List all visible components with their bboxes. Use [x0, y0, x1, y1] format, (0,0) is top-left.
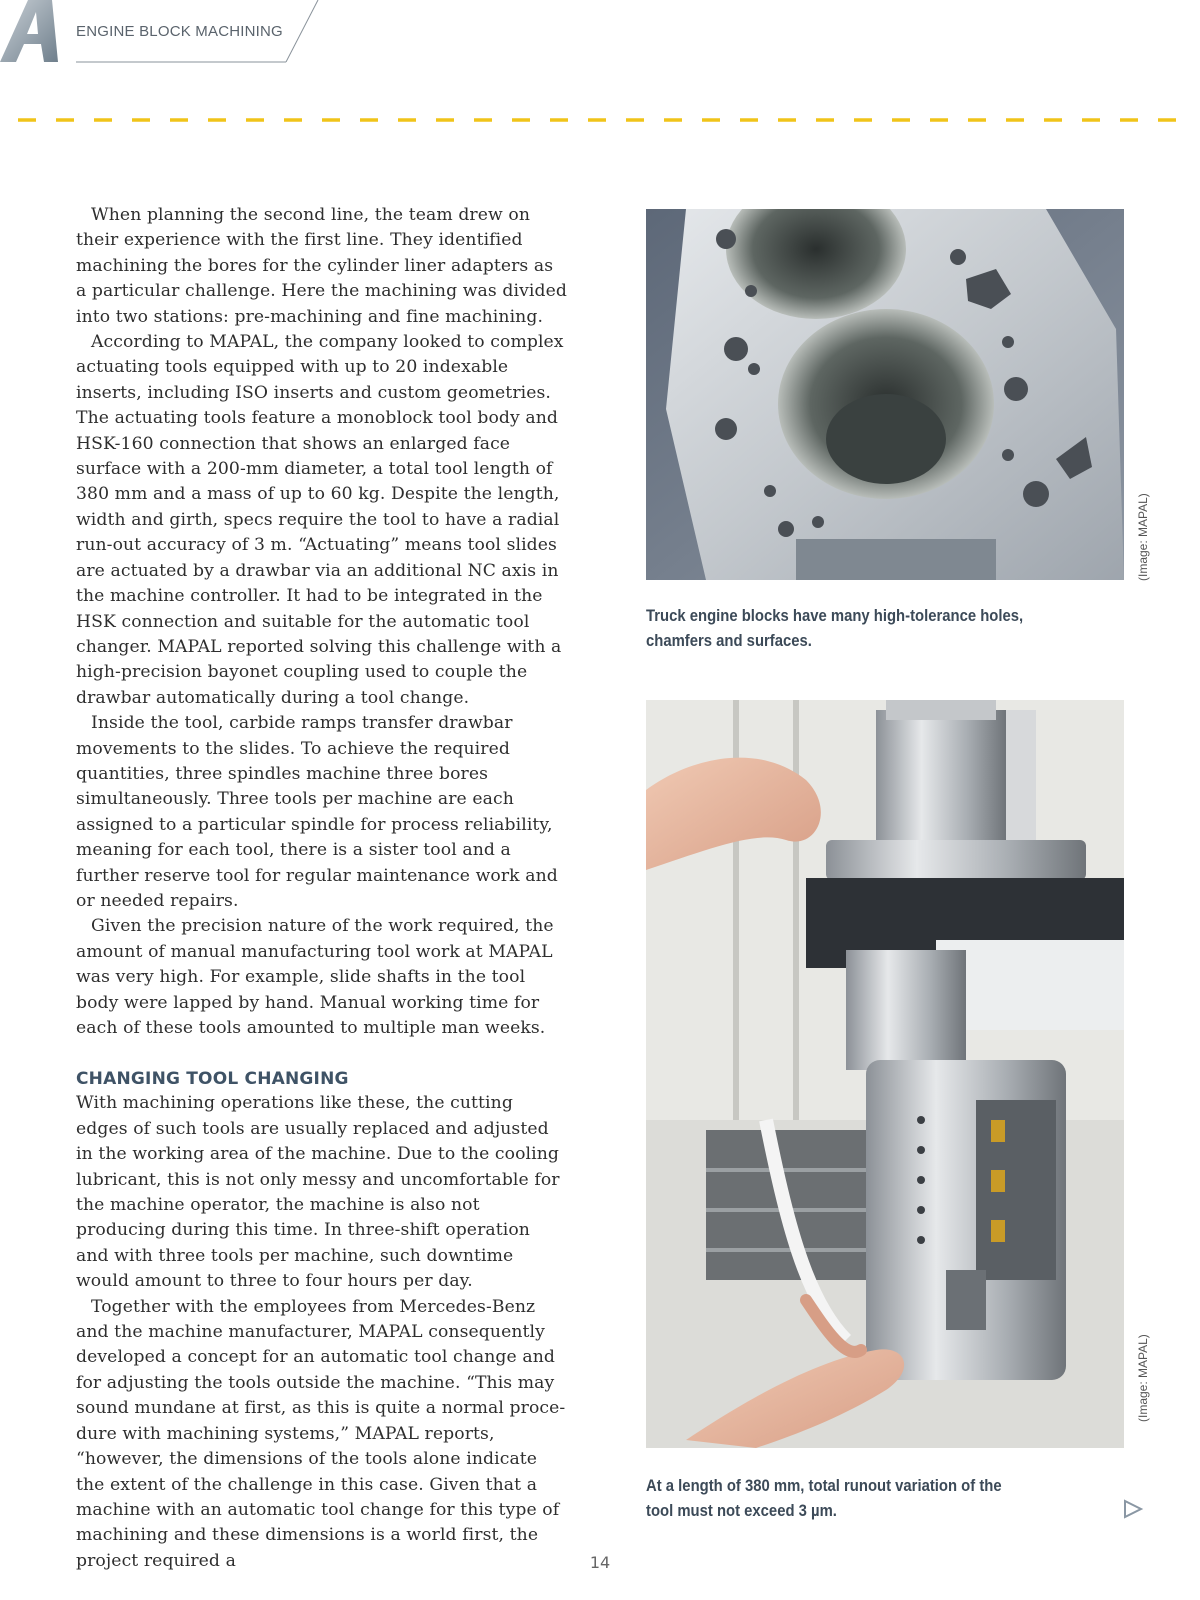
actuating-tool-photo: [646, 700, 1124, 1448]
page-number: 14: [589, 1553, 611, 1572]
article-paragraph: Given the precision nature of the work required, the amount of manual manufacturing tool work at MAPAL was very high. For example, slide shafts in the tool body were lapped by hand. Manual working time for each of these tools amounted to multiple man weeks.: [76, 916, 554, 1038]
header-dashed-divider: [18, 116, 1184, 124]
article-column: [76, 203, 568, 1574]
figure-caption: Truck engine blocks have many high-tolerance holes, chamfers and surfaces.: [646, 607, 1024, 650]
article-paragraph: When planning the second line, the team drew on their experience with the first line. They identified machining the bores for the cylinder liner adapters as a particular challenge. Here the machining was divided into two stations: pre-machining and fine machining.: [76, 205, 567, 327]
section-title: ENGINE BLOCK MACHINING: [76, 23, 283, 40]
article-paragraph: Inside the tool, carbide ramps transfer drawbar movements to the slides. To achieve the required quantities, three spindles machine three bores simultaneously. Three tools per machine are each assigned to a particular spindle for process reliability, meaning for each tool, there is a sister tool and a further reserve tool for regular maintenance work and or needed repairs.: [76, 713, 558, 911]
article-paragraph: According to MAPAL, the company looked to complex actuating tools equipped with up to 20 indexable inserts, including ISO inserts and custom geometries. The actuating tools feature a monoblock tool body and HSK-160 connection that shows an enlarged face surface with a 200-mm diameter, a total tool length of 380 mm and a mass of up to 60 kg. Despite the length, width and girth, specs require the tool to have a radial run-out accuracy of 3 m. “Actuating” means tool slides are actuated by a drawbar via an additional NC axis in the machine controller. It had to be integrated in the HSK connection and suitable for the automatic tool changer. MAPAL reported solving this challenge with a high-precision bayonet coupling used to couple the drawbar automatically during a tool change.: [76, 332, 564, 708]
article-paragraph: With machining operations like these, the cutting edges of such tools are usually replaced and adjusted in the working area of the machine. Due to the cooling lubricant, this is not only messy and uncomfortable for the machine operator, the machine is also not producing during this time. In three-shift operation and with three tools per machine, such downtime would amount to three to four hours per day.: [76, 1093, 560, 1292]
magazine-logo-icon: [0, 0, 70, 62]
image-credit: (Image: MAPAL): [1136, 493, 1150, 581]
section-subheading: CHANGING TOOL CHANGING: [76, 1069, 349, 1090]
article-paragraph: Together with the employees from Mercedes-Benz and the machine manufacturer, MAPAL consequently developed a concept for an automatic tool change and for adjusting the tools outside the machine. “This may sound mundane at first, as this is quite a normal procedure with machining systems,” MAPAL reports, “however, the dimensions of the tools alone indicate the extent of the challenge in this case. Given that a machine with an automatic tool change for this type of machining and these dimensions is a world first, the project required a: [76, 1296, 566, 1571]
image-credit: (Image: MAPAL): [1136, 1334, 1150, 1422]
figure-caption: At a length of 380 mm, total runout variation of the tool must not exceed 3 µm.: [646, 1477, 1002, 1520]
next-page-arrow-icon[interactable]: [1122, 1498, 1144, 1520]
engine-block-photo: [646, 209, 1124, 580]
